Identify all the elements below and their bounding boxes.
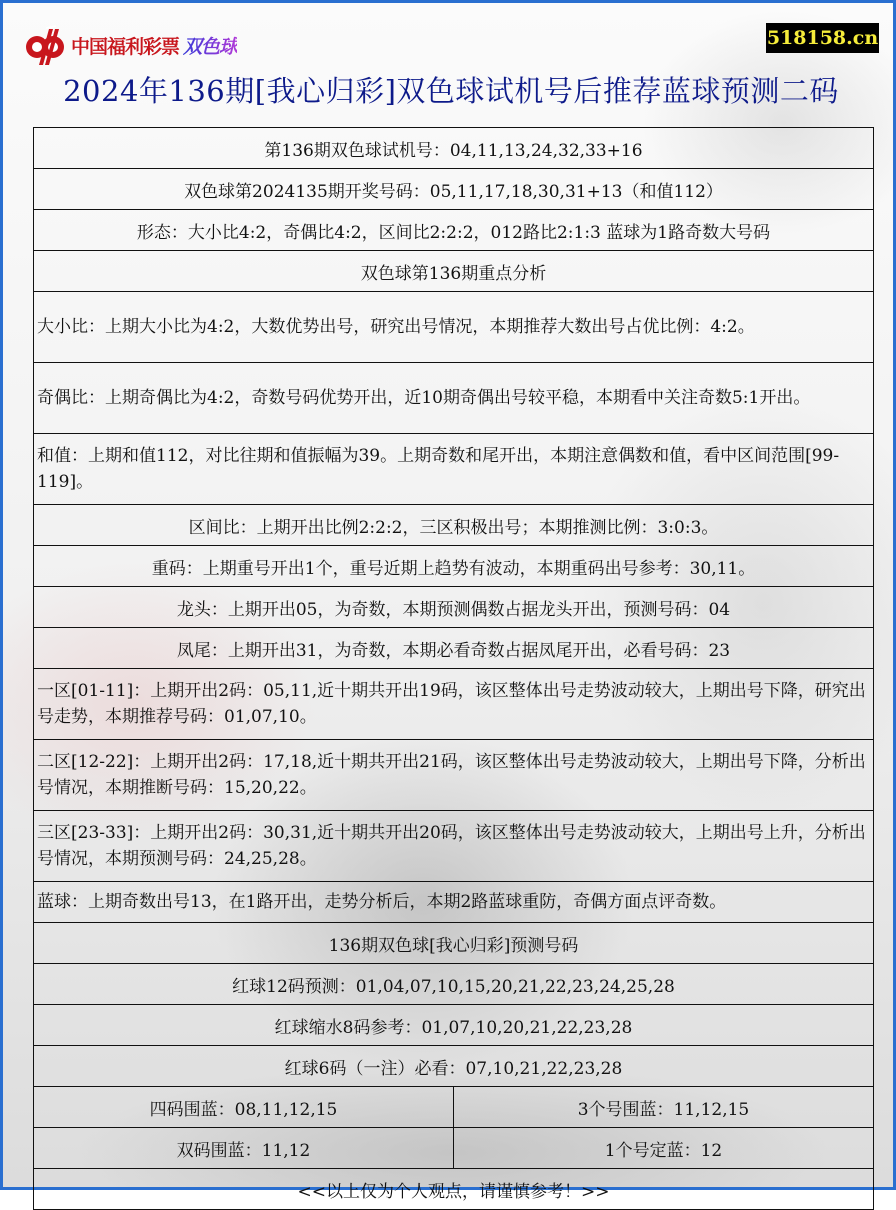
table-row xyxy=(34,740,874,811)
prediction-heading-cell: 136期双色球[我心归彩]预测号码 xyxy=(34,923,874,964)
table-row xyxy=(34,1046,874,1087)
table-row xyxy=(34,628,874,669)
table-row xyxy=(34,505,874,546)
logo-text-secondary: 双色球 xyxy=(183,32,237,59)
zone2-cell: 二区[12-22]：上期开出2码：17,18,近十期共开出21码，该区整体出号走势波动较大，上期出号下降，分析出号情况，本期推断号码：15,20,22。 xyxy=(34,740,874,811)
table-row xyxy=(34,882,874,923)
blue3-cell: 3个号围蓝：11,12,15 xyxy=(454,1087,874,1128)
welfare-lottery-logo-icon xyxy=(23,25,67,65)
site-badge: 518158.cn xyxy=(766,23,879,53)
table-row xyxy=(34,251,874,292)
repeat-cell: 重码：上期重号开出1个，重号近期上趋势有波动，本期重码出号参考：30,11。 xyxy=(34,546,874,587)
analysis-heading-cell: 双色球第136期重点分析 xyxy=(34,251,874,292)
table-row xyxy=(34,1005,874,1046)
table-row xyxy=(34,1087,874,1128)
table-row xyxy=(34,169,874,210)
page-title: 2024年136期[我心归彩]双色球试机号后推荐蓝球预测二码 xyxy=(63,74,839,108)
last-draw-cell: 双色球第2024135期开奖号码：05,11,17,18,30,31+13（和值112） xyxy=(34,169,874,210)
table-row xyxy=(34,923,874,964)
lottery-logo xyxy=(23,25,237,65)
tail-cell: 凤尾：上期开出31，为奇数，本期必看奇数占据凤尾开出，必看号码：23 xyxy=(34,628,874,669)
blue1-cell: 1个号定蓝：12 xyxy=(454,1128,874,1169)
table-row xyxy=(34,587,874,628)
sum-value-cell: 和值：上期和值112，对比往期和值振幅为39。上期奇数和尾开出，本期注意偶数和值，看中区间范围[99-119]。 xyxy=(34,434,874,505)
table-row xyxy=(34,434,874,505)
red12-cell: 红球12码预测：01,04,07,10,15,20,21,22,23,24,25,28 xyxy=(34,964,874,1005)
logo-text-primary: 中国福利彩票 xyxy=(71,35,180,58)
prediction-table xyxy=(33,127,874,1210)
blue4-cell: 四码围蓝：08,11,12,15 xyxy=(34,1087,454,1128)
table-row xyxy=(34,128,874,169)
trial-number-cell: 第136期双色球试机号：04,11,13,24,32,33+16 xyxy=(34,128,874,169)
odd-even-cell: 奇偶比：上期奇偶比为4:2，奇数号码优势开出，近10期奇偶出号较平稳，本期看中关注奇数5:1开出。 xyxy=(34,363,874,434)
pattern-cell: 形态：大小比4:2，奇偶比4:2，区间比2:2:2，012路比2:1:3 蓝球为1路奇数大号码 xyxy=(34,210,874,251)
disclaimer-cell: <<以上仅为个人观点，请谨慎参考！>> xyxy=(34,1169,874,1210)
zone1-cell: 一区[01-11]：上期开出2码：05,11,近十期共开出19码，该区整体出号走势波动较大，上期出号下降，研究出号走势，本期推荐号码：01,07,10。 xyxy=(34,669,874,740)
size-ratio-cell: 大小比：上期大小比为4:2，大数优势出号，研究出号情况，本期推荐大数出号占优比例：4:2。 xyxy=(34,292,874,363)
table-row xyxy=(34,669,874,740)
table-row xyxy=(34,964,874,1005)
table-row xyxy=(34,811,874,882)
table-row xyxy=(34,210,874,251)
table-row xyxy=(34,363,874,434)
table-row xyxy=(34,546,874,587)
blue2-cell: 双码围蓝：11,12 xyxy=(34,1128,454,1169)
table-row xyxy=(34,1169,874,1210)
red8-cell: 红球缩水8码参考：01,07,10,20,21,22,23,28 xyxy=(34,1005,874,1046)
zone-ratio-cell: 区间比：上期开出比例2:2:2，三区积极出号；本期推测比例：3:0:3。 xyxy=(34,505,874,546)
head-cell: 龙头：上期开出05，为奇数，本期预测偶数占据龙头开出，预测号码：04 xyxy=(34,587,874,628)
table-row xyxy=(34,1128,874,1169)
blue-ball-cell: 蓝球：上期奇数出号13，在1路开出，走势分析后，本期2路蓝球重防，奇偶方面点评奇数。 xyxy=(34,882,874,923)
table-row xyxy=(34,292,874,363)
zone3-cell: 三区[23-33]：上期开出2码：30,31,近十期共开出20码，该区整体出号走势波动较大，上期出号上升，分析出号情况，本期预测号码：24,25,28。 xyxy=(34,811,874,882)
red6-cell: 红球6码（一注）必看：07,10,21,22,23,28 xyxy=(34,1046,874,1087)
